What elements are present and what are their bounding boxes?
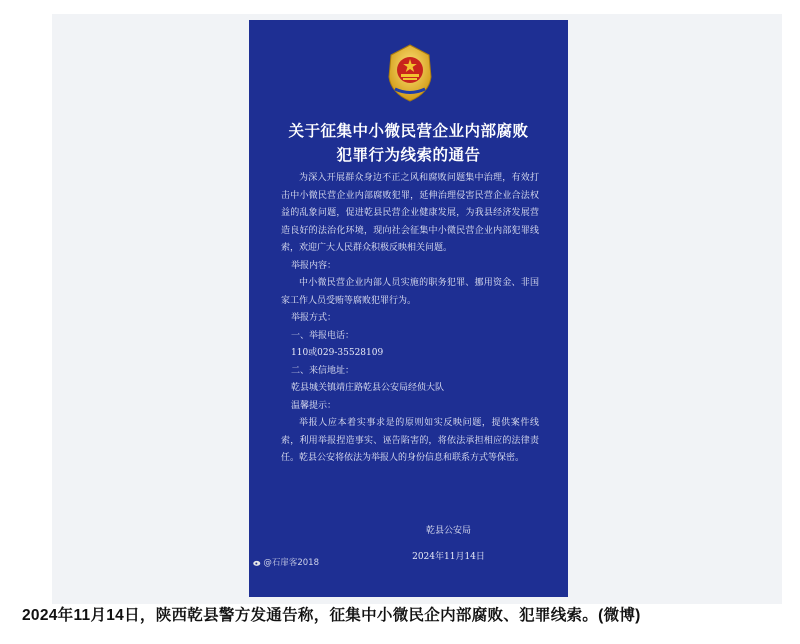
report-method-heading: 举报方式： bbox=[291, 313, 337, 323]
phone-heading: 一、举报电话： bbox=[291, 330, 355, 341]
intro-paragraph: 为深入开展群众身边不正之风和腐败问题集中治理，有效打击中小微民营企业内部腐败犯罪，延伸治理侵害民营企业合法权益的乱象问题，促进乾县民营企业健康发展，为我县经济发展营造良好的法治化环境，现向社会征集中小微民营企业内部犯罪线索，欢迎广大人民群众积极反映相关问题。 bbox=[281, 173, 539, 253]
weibo-watermark bbox=[253, 555, 319, 569]
weibo-icon bbox=[253, 558, 261, 567]
report-content-heading: 举报内容： bbox=[291, 260, 337, 271]
photo-caption: 2024年11月14日，陕西乾县警方发通告称，征集中小微民企内部腐败、犯罪线索。(微博) bbox=[22, 607, 641, 624]
report-content-text: 中小微民营企业内部人员实施的职务犯罪、挪用资金、非国家工作人员受贿等腐败犯罪行为。 bbox=[281, 278, 539, 306]
police-emblem-icon bbox=[385, 43, 435, 103]
phone-number: 110或029-35528109 bbox=[291, 348, 384, 358]
notice-body bbox=[281, 170, 539, 468]
watermark-text: @石扉客2018 bbox=[263, 558, 319, 568]
notice-title-line2: 犯罪行为线索的通告 bbox=[336, 145, 481, 164]
notice-title-line1: 关于征集中小微民营企业内部腐败 bbox=[288, 121, 529, 140]
address-text: 乾县城关镇靖庄路乾县公安局经侦大队 bbox=[291, 383, 445, 393]
issuer-name: 乾县公安局 bbox=[425, 526, 471, 536]
tips-heading: 温馨提示： bbox=[291, 400, 337, 411]
issue-date: 2024年11月14日 bbox=[412, 552, 485, 562]
address-heading: 二、来信地址： bbox=[291, 365, 355, 376]
notice-poster bbox=[249, 20, 568, 597]
tips-text: 举报人应本着实事求是的原则如实反映问题，提供案件线索，利用举报捏造事实、诬告陷害的，将依法承担相应的法律责任。乾县公安将依法为举报人的身份信息和联系方式等保密。 bbox=[281, 418, 539, 463]
